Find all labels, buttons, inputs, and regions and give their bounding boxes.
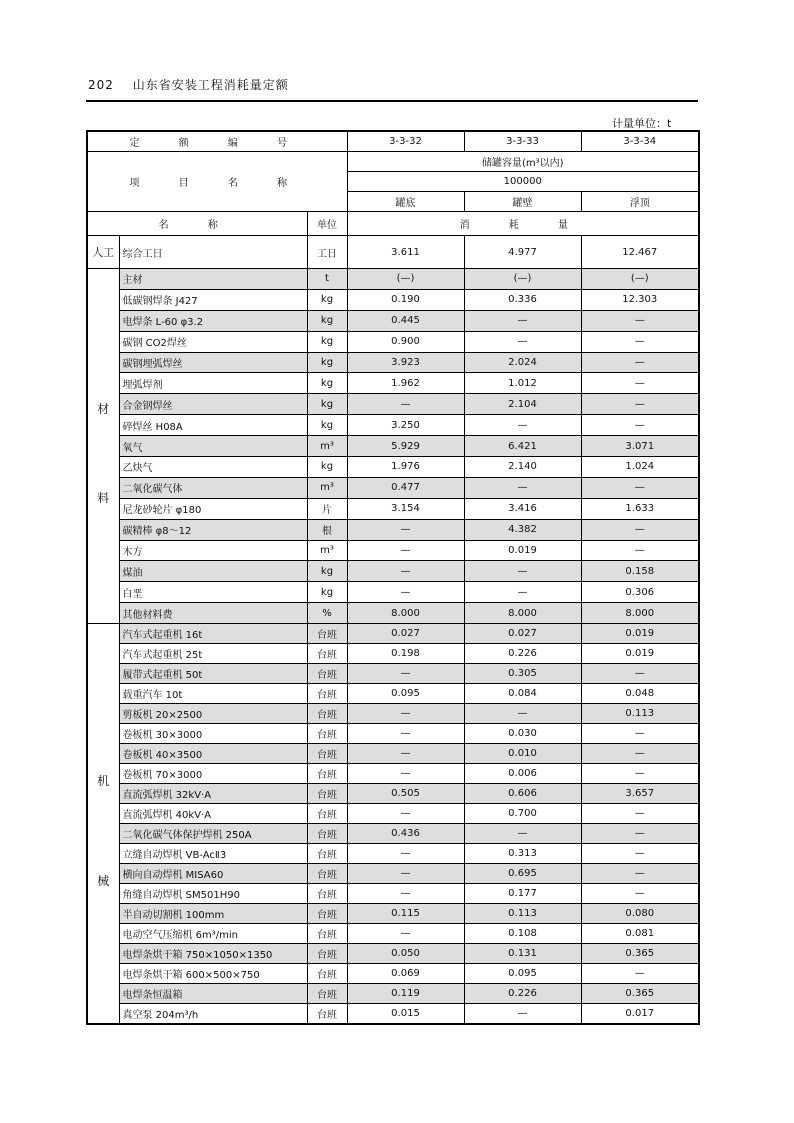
item-unit: kg <box>307 394 347 415</box>
item-value: — <box>347 804 464 824</box>
table-row <box>87 331 699 352</box>
item-name: 横向自动焊机 MISA60 <box>119 864 307 884</box>
item-unit: 台班 <box>307 684 347 704</box>
item-name: 半自动切割机 100mm <box>119 904 307 924</box>
quota-code: 3-3-34 <box>581 131 699 152</box>
table-row <box>87 561 699 582</box>
subitem-label: 罐底 <box>347 192 464 212</box>
item-value: 0.095 <box>347 684 464 704</box>
item-name: 电焊条恒温箱 <box>119 984 307 1004</box>
item-value: — <box>581 477 699 498</box>
item-unit: 工日 <box>307 236 347 269</box>
group-label-bottom: 械 <box>97 873 110 888</box>
table-row <box>87 373 699 394</box>
item-value: — <box>581 844 699 864</box>
item-value: 0.006 <box>464 764 581 784</box>
table-row <box>87 582 699 603</box>
item-value: 3.071 <box>581 436 699 457</box>
item-value: 0.113 <box>464 904 581 924</box>
table-row <box>87 457 699 478</box>
page-number: 202 <box>88 78 114 92</box>
item-value: 2.024 <box>464 352 581 373</box>
item-value: 1.024 <box>581 457 699 478</box>
item-value: 0.445 <box>347 310 464 331</box>
item-value: 8.000 <box>347 603 464 624</box>
item-name: 载重汽车 10t <box>119 684 307 704</box>
item-value: — <box>581 724 699 744</box>
item-unit: 台班 <box>307 844 347 864</box>
item-value: 0.030 <box>464 724 581 744</box>
group-label-bottom: 料 <box>97 490 110 505</box>
item-value: — <box>347 394 464 415</box>
item-name: 电焊条烘干箱 750×1050×1350 <box>119 944 307 964</box>
item-value: 0.017 <box>581 1004 699 1025</box>
item-unit: kg <box>307 582 347 603</box>
item-value: 0.050 <box>347 944 464 964</box>
item-unit: kg <box>307 415 347 436</box>
item-value: 3.250 <box>347 415 464 436</box>
item-name: 主材 <box>119 269 307 290</box>
item-value: — <box>347 744 464 764</box>
item-unit: 台班 <box>307 884 347 904</box>
item-value: 0.119 <box>347 984 464 1004</box>
table-row <box>87 844 699 864</box>
item-value: — <box>581 744 699 764</box>
table-row <box>87 684 699 704</box>
item-value: 0.305 <box>464 664 581 684</box>
item-value: — <box>464 824 581 844</box>
item-name: 碳钢埋弧焊丝 <box>119 352 307 373</box>
item-value: — <box>464 477 581 498</box>
table-row <box>87 984 699 1004</box>
table-row <box>87 436 699 457</box>
quota-code-label: 定 额 编 号 <box>87 131 347 152</box>
item-value: 0.198 <box>347 644 464 664</box>
table-row <box>87 477 699 498</box>
item-unit: 台班 <box>307 904 347 924</box>
item-value: 3.154 <box>347 498 464 519</box>
item-value: 0.700 <box>464 804 581 824</box>
item-name: 埋弧焊剂 <box>119 373 307 394</box>
item-value: 5.929 <box>347 436 464 457</box>
table-row <box>87 236 699 269</box>
item-value: 1.962 <box>347 373 464 394</box>
table-row <box>87 540 699 561</box>
group-label: 人工 <box>87 236 119 269</box>
item-value: — <box>464 310 581 331</box>
item-unit: 台班 <box>307 784 347 804</box>
item-value: — <box>347 582 464 603</box>
table-row <box>87 624 699 644</box>
item-value: — <box>581 415 699 436</box>
item-unit: 台班 <box>307 764 347 784</box>
table-row <box>87 704 699 724</box>
item-value: 0.306 <box>581 582 699 603</box>
table-row <box>87 944 699 964</box>
item-value: — <box>347 884 464 904</box>
item-value: 4.977 <box>464 236 581 269</box>
item-unit: 根 <box>307 519 347 540</box>
item-unit: kg <box>307 331 347 352</box>
item-value: 0.365 <box>581 984 699 1004</box>
table-row <box>87 394 699 415</box>
item-value: 0.084 <box>464 684 581 704</box>
item-name: 碳精棒 φ8～12 <box>119 519 307 540</box>
item-unit: % <box>307 603 347 624</box>
item-value: 0.365 <box>581 944 699 964</box>
item-unit: m³ <box>307 436 347 457</box>
item-unit: 台班 <box>307 924 347 944</box>
item-value: 0.019 <box>581 644 699 664</box>
item-unit: 台班 <box>307 824 347 844</box>
quota-code: 3-3-33 <box>464 131 581 152</box>
item-value: 0.019 <box>581 624 699 644</box>
capacity-label: 储罐容量(m³以内) <box>347 152 699 172</box>
item-value: — <box>581 394 699 415</box>
item-unit: 台班 <box>307 964 347 984</box>
item-unit: 台班 <box>307 664 347 684</box>
item-value: — <box>347 519 464 540</box>
item-value: — <box>464 561 581 582</box>
item-value: 0.190 <box>347 289 464 310</box>
quota-code: 3-3-32 <box>347 131 464 152</box>
item-value: 0.027 <box>347 624 464 644</box>
item-value: 0.313 <box>464 844 581 864</box>
item-value: — <box>464 704 581 724</box>
table-row <box>87 664 699 684</box>
item-value: — <box>464 582 581 603</box>
item-unit: m³ <box>307 540 347 561</box>
item-value: 8.000 <box>581 603 699 624</box>
item-value: 2.104 <box>464 394 581 415</box>
item-unit: kg <box>307 289 347 310</box>
table-row <box>87 884 699 904</box>
item-value: 0.158 <box>581 561 699 582</box>
item-unit: 台班 <box>307 724 347 744</box>
item-name: 卷板机 70×3000 <box>119 764 307 784</box>
item-value: 1.976 <box>347 457 464 478</box>
item-value: 3.657 <box>581 784 699 804</box>
item-value: — <box>347 924 464 944</box>
item-value: — <box>581 373 699 394</box>
item-unit: 台班 <box>307 1004 347 1025</box>
table-row <box>87 498 699 519</box>
item-unit: 台班 <box>307 644 347 664</box>
item-name: 立缝自动焊机 VB-AcⅡ3 <box>119 844 307 864</box>
item-name: 低碳钢焊条 J427 <box>119 289 307 310</box>
item-name: 碳钢 CO2焊丝 <box>119 331 307 352</box>
item-value: — <box>464 331 581 352</box>
item-unit: kg <box>307 457 347 478</box>
item-value: 12.467 <box>581 236 699 269</box>
item-name: 电焊条 L-60 φ3.2 <box>119 310 307 331</box>
unit-label: 计量单位：t <box>612 117 672 130</box>
group-label-top: 机 <box>97 773 110 788</box>
item-value: 0.095 <box>464 964 581 984</box>
item-name: 二氧化碳气体 <box>119 477 307 498</box>
item-value: 0.015 <box>347 1004 464 1025</box>
item-unit: kg <box>307 373 347 394</box>
item-unit: 台班 <box>307 744 347 764</box>
item-value: 0.108 <box>464 924 581 944</box>
item-name: 直流弧焊机 32kV·A <box>119 784 307 804</box>
table-row <box>87 824 699 844</box>
table-row <box>87 310 699 331</box>
column-header-unit: 单位 <box>307 212 347 236</box>
subitem-label: 浮顶 <box>581 192 699 212</box>
item-value: — <box>581 824 699 844</box>
item-value: — <box>347 540 464 561</box>
header-rule <box>86 100 698 102</box>
item-value: 0.436 <box>347 824 464 844</box>
item-name: 综合工日 <box>119 236 307 269</box>
item-name: 电焊条烘干箱 600×500×750 <box>119 964 307 984</box>
table-row <box>87 764 699 784</box>
table-row <box>87 744 699 764</box>
quota-table <box>86 130 700 1025</box>
group-label <box>87 269 119 624</box>
item-unit: 台班 <box>307 864 347 884</box>
item-value: 6.421 <box>464 436 581 457</box>
item-name: 煤油 <box>119 561 307 582</box>
table-row <box>87 289 699 310</box>
item-value: — <box>581 310 699 331</box>
table-row <box>87 644 699 664</box>
table-row <box>87 603 699 624</box>
item-value: — <box>581 519 699 540</box>
item-value: 12.303 <box>581 289 699 310</box>
item-unit: 台班 <box>307 624 347 644</box>
item-value: — <box>581 884 699 904</box>
item-value: 1.633 <box>581 498 699 519</box>
item-value: 0.606 <box>464 784 581 804</box>
item-unit: kg <box>307 561 347 582</box>
item-value: — <box>347 764 464 784</box>
item-value: — <box>581 664 699 684</box>
item-name: 白垩 <box>119 582 307 603</box>
item-value: 2.140 <box>464 457 581 478</box>
table-row <box>87 904 699 924</box>
item-value: — <box>464 1004 581 1025</box>
item-value: 0.048 <box>581 684 699 704</box>
item-unit: m³ <box>307 477 347 498</box>
item-value: — <box>347 864 464 884</box>
item-value: 0.069 <box>347 964 464 984</box>
item-unit: 台班 <box>307 704 347 724</box>
group-label <box>87 624 119 1025</box>
table-row <box>87 924 699 944</box>
item-value: 0.115 <box>347 904 464 924</box>
item-name: 尼龙砂轮片 φ180 <box>119 498 307 519</box>
item-value: — <box>347 561 464 582</box>
column-header-name: 名 称 <box>87 212 307 236</box>
table-row <box>87 519 699 540</box>
item-value: — <box>581 964 699 984</box>
item-unit: 台班 <box>307 984 347 1004</box>
item-unit: 台班 <box>307 944 347 964</box>
item-value: — <box>347 664 464 684</box>
item-value: — <box>581 352 699 373</box>
table-row <box>87 784 699 804</box>
item-name: 乙炔气 <box>119 457 307 478</box>
item-value: — <box>581 540 699 561</box>
item-name: 二氧化碳气体保护焊机 250A <box>119 824 307 844</box>
item-value: 4.382 <box>464 519 581 540</box>
table-row <box>87 415 699 436</box>
item-value: — <box>581 864 699 884</box>
item-value: — <box>581 804 699 824</box>
item-value: (—) <box>581 269 699 290</box>
item-unit: 台班 <box>307 804 347 824</box>
table-row <box>87 724 699 744</box>
item-value: 0.081 <box>581 924 699 944</box>
item-value: 0.131 <box>464 944 581 964</box>
item-value: 0.019 <box>464 540 581 561</box>
item-value: — <box>347 724 464 744</box>
table-row <box>87 269 699 290</box>
item-name: 木方 <box>119 540 307 561</box>
group-label-top: 材 <box>97 402 110 417</box>
item-name: 碎焊丝 H08A <box>119 415 307 436</box>
item-value: — <box>581 764 699 784</box>
item-value: — <box>347 704 464 724</box>
item-name: 合金钢焊丝 <box>119 394 307 415</box>
item-name: 角缝自动焊机 SM501H90 <box>119 884 307 904</box>
item-value: (—) <box>464 269 581 290</box>
item-value: — <box>464 415 581 436</box>
item-name: 汽车式起重机 25t <box>119 644 307 664</box>
item-name: 其他材料费 <box>119 603 307 624</box>
item-name: 卷板机 30×3000 <box>119 724 307 744</box>
book-title: 山东省安装工程消耗量定额 <box>132 78 289 92</box>
item-value: (—) <box>347 269 464 290</box>
item-value: 0.695 <box>464 864 581 884</box>
item-value: 8.000 <box>464 603 581 624</box>
item-name: 电动空气压缩机 6m³/min <box>119 924 307 944</box>
item-value: 0.080 <box>581 904 699 924</box>
item-value: — <box>581 331 699 352</box>
table-row <box>87 1004 699 1025</box>
table-row <box>87 964 699 984</box>
item-name: 氧气 <box>119 436 307 457</box>
item-value: 3.923 <box>347 352 464 373</box>
item-value: 1.012 <box>464 373 581 394</box>
project-name-label: 项 目 名 称 <box>87 152 347 212</box>
item-value: — <box>347 844 464 864</box>
table-row <box>87 864 699 884</box>
item-unit: t <box>307 269 347 290</box>
item-name: 履带式起重机 50t <box>119 664 307 684</box>
item-value: 0.226 <box>464 644 581 664</box>
item-name: 真空泵 204m³/h <box>119 1004 307 1025</box>
table-row <box>87 804 699 824</box>
item-value: 0.900 <box>347 331 464 352</box>
item-value: 0.177 <box>464 884 581 904</box>
page-header <box>88 76 289 93</box>
item-value: 3.611 <box>347 236 464 269</box>
item-name: 剪板机 20×2500 <box>119 704 307 724</box>
item-value: 0.226 <box>464 984 581 1004</box>
item-value: 0.477 <box>347 477 464 498</box>
item-unit: kg <box>307 310 347 331</box>
item-name: 汽车式起重机 16t <box>119 624 307 644</box>
table-row <box>87 352 699 373</box>
item-value: 0.336 <box>464 289 581 310</box>
item-unit: kg <box>307 352 347 373</box>
item-name: 卷板机 40×3500 <box>119 744 307 764</box>
item-value: 0.113 <box>581 704 699 724</box>
column-header-consumption: 消 耗 量 <box>347 212 699 236</box>
item-value: 0.505 <box>347 784 464 804</box>
item-unit: 片 <box>307 498 347 519</box>
capacity-value: 100000 <box>347 172 699 192</box>
item-value: 3.416 <box>464 498 581 519</box>
subitem-label: 罐壁 <box>464 192 581 212</box>
item-name: 直流弧焊机 40kV·A <box>119 804 307 824</box>
item-value: 0.010 <box>464 744 581 764</box>
item-value: 0.027 <box>464 624 581 644</box>
